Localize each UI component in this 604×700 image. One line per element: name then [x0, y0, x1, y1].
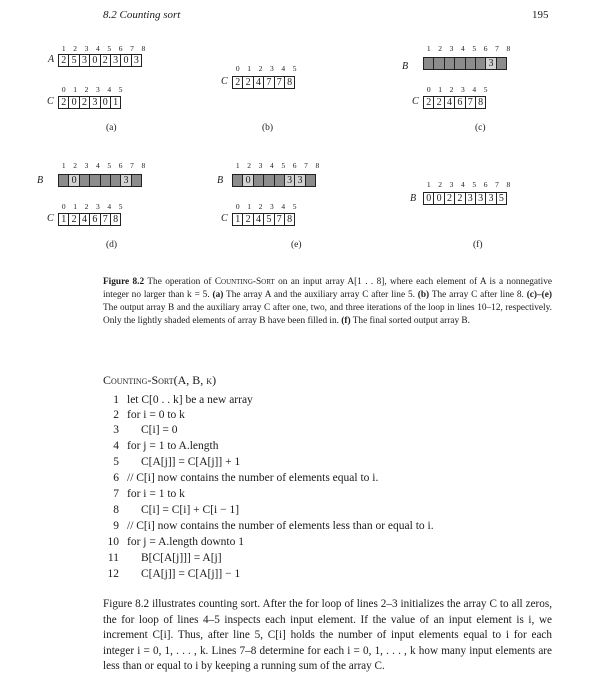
- array-cell: 4: [444, 96, 455, 109]
- array-cell: 3: [120, 174, 131, 187]
- array-cell: 2: [58, 54, 69, 67]
- index-row: 0 1 2 3 4 5: [235, 202, 297, 211]
- figure-caption: Figure 8.2 The operation of Counting-Sort on an input array A[1 . . 8], where each element of A is a nonnegative integer no larger than k = 5. (a) The array A and the auxiliary array C after line 5. (b) The array C after line 8. (c)–(e) The output array B and the auxiliary array C after one, two, and three iterations of the loop in lines 10–12, respectively. Only the lightly shaded elements of array B have been filled in. (f) The final sorted output array B.: [103, 277, 552, 326]
- body-paragraph: Figure 8.2 illustrates counting sort. After the for loop of lines 2–3 initializes the array C to all zeros, the for loop of lines 4–5 inspects each input element. If the value of an input element is i, we increment C[i]. Thus, after line 5, C[i] holds the number of input elements equal to i for each integer i = 0, 1, . . . , k. Lines 7–8 determine for each i = 0, 1, . . . , k how many input elements are less than or equal to i by keeping a running sum of the array C.: [103, 598, 552, 672]
- running-header: 8.2 Counting sort: [103, 9, 181, 21]
- array-cell: 6: [89, 213, 100, 226]
- array-cell: 3: [284, 174, 295, 187]
- array-cell: 2: [79, 96, 90, 109]
- array-cell: 0: [433, 192, 444, 205]
- array-cell: 2: [433, 96, 444, 109]
- code-line: 1 let C[0 . . k] be a new array: [113, 394, 253, 406]
- array-C: [423, 96, 486, 109]
- array-cell: 5: [263, 213, 274, 226]
- array-cell: 8: [284, 76, 295, 89]
- page-number: 195: [532, 9, 549, 21]
- array-cell: 5: [496, 192, 507, 205]
- index-row: 1 2 3 4 5 6 7 8: [235, 161, 320, 170]
- array-cell: 7: [274, 76, 285, 89]
- array-cell: 2: [68, 213, 79, 226]
- array-cell: 2: [423, 96, 434, 109]
- array-cell: 3: [465, 192, 476, 205]
- index-row: 1 2 3 4 5 6 7 8: [61, 44, 146, 53]
- array-cell: 0: [89, 54, 100, 67]
- array-cell: 0: [120, 54, 131, 67]
- index-row: 0 1 2 3 4 5: [61, 202, 123, 211]
- panel-label: (f): [473, 240, 483, 250]
- code-line: 4 for j = 1 to A.length: [113, 440, 219, 452]
- array-cell: 8: [284, 213, 295, 226]
- array-label: B: [37, 175, 44, 186]
- array-C: [58, 96, 121, 109]
- array-cell: 8: [110, 213, 121, 226]
- index-row: 0 1 2 3 4 5: [235, 64, 297, 73]
- code-line: 3 C[i] = 0: [113, 424, 178, 436]
- array-cell: 2: [232, 76, 243, 89]
- array-cell: 3: [79, 54, 90, 67]
- array-cell: 0: [242, 174, 253, 187]
- array-label: C: [47, 96, 54, 107]
- panel-label: (e): [291, 240, 302, 250]
- array-cell: 2: [444, 192, 455, 205]
- index-row: 0 1 2 3 4 5: [61, 85, 123, 94]
- array-cell: 2: [454, 192, 465, 205]
- array-cell: 3: [485, 57, 496, 70]
- array-cell: 2: [58, 96, 69, 109]
- array-cell: 3: [485, 192, 496, 205]
- code-line: 5 C[A[j]] = C[A[j]] + 1: [113, 456, 241, 468]
- code-line: 9 // C[i] now contains the number of elements less than or equal to i.: [113, 520, 434, 532]
- array-cell: 7: [465, 96, 476, 109]
- array-B: [232, 174, 316, 187]
- array-cell: 2: [242, 76, 253, 89]
- array-label: A: [48, 54, 55, 65]
- array-cell: [496, 57, 507, 70]
- array-cell: 7: [274, 213, 285, 226]
- array-label: B: [402, 61, 409, 72]
- index-row: 1 2 3 4 5 6 7 8: [426, 180, 511, 189]
- array-cell: 0: [68, 96, 79, 109]
- array-cell: 8: [475, 96, 486, 109]
- code-line: 7 for i = 1 to k: [113, 488, 185, 500]
- array-cell: 3: [131, 54, 142, 67]
- procedure-title: Counting-Sort(A, B, k): [103, 373, 217, 387]
- array-cell: 1: [232, 213, 243, 226]
- array-cell: 3: [89, 96, 100, 109]
- array-label: C: [412, 96, 419, 107]
- array-cell: 3: [294, 174, 305, 187]
- array-cell: 1: [110, 96, 121, 109]
- code-line: 8 C[i] = C[i] + C[i − 1]: [113, 504, 240, 516]
- array-cell: 3: [110, 54, 121, 67]
- array-cell: 7: [263, 76, 274, 89]
- code-line: 2 for i = 0 to k: [113, 409, 185, 421]
- array-C: [232, 213, 295, 226]
- code-line: 12 C[A[j]] = C[A[j]] − 1: [107, 568, 241, 580]
- array-C: [58, 213, 121, 226]
- array-cell: 6: [454, 96, 465, 109]
- panel-label: (a): [106, 123, 117, 133]
- code-line: 6 // C[i] now contains the number of elements equal to i.: [113, 472, 379, 484]
- array-cell: 0: [423, 192, 434, 205]
- index-row: 1 2 3 4 5 6 7 8: [61, 161, 146, 170]
- array-cell: 4: [79, 213, 90, 226]
- array-B: [423, 192, 507, 205]
- index-row: 0 1 2 3 4 5: [426, 85, 488, 94]
- array-cell: 0: [68, 174, 79, 187]
- array-cell: [305, 174, 316, 187]
- array-cell: [131, 174, 142, 187]
- array-label: C: [221, 213, 228, 224]
- array-A: [58, 54, 142, 67]
- panel-label: (b): [262, 123, 274, 133]
- array-cell: 4: [253, 76, 264, 89]
- array-cell: 2: [100, 54, 111, 67]
- array-cell: 1: [58, 213, 69, 226]
- array-label: B: [217, 175, 224, 186]
- array-cell: 0: [100, 96, 111, 109]
- panel-label: (d): [106, 240, 118, 250]
- array-label: C: [221, 76, 228, 87]
- array-cell: 7: [100, 213, 111, 226]
- panel-label: (c): [475, 123, 486, 133]
- code-line: 10 for j = A.length downto 1: [107, 536, 245, 548]
- array-B: [423, 57, 507, 70]
- array-cell: 2: [242, 213, 253, 226]
- array-cell: 5: [68, 54, 79, 67]
- array-label: C: [47, 213, 54, 224]
- code-line: 11 B[C[A[j]]] = A[j]: [107, 552, 222, 564]
- index-row: 1 2 3 4 5 6 7 8: [426, 44, 511, 53]
- array-cell: 4: [253, 213, 264, 226]
- array-C: [232, 76, 295, 89]
- array-label: B: [410, 193, 417, 204]
- array-cell: 3: [475, 192, 486, 205]
- array-B: [58, 174, 142, 187]
